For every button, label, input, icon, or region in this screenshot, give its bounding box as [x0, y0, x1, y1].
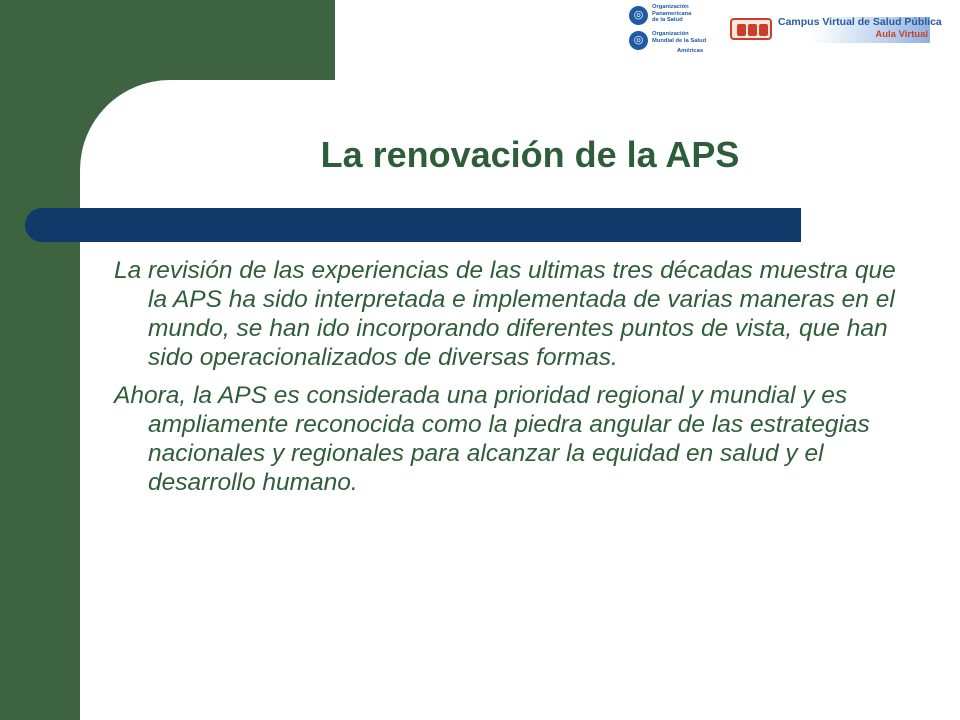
paho-emblem-icon: ◎: [629, 6, 648, 25]
slide-title: La renovación de la APS: [320, 134, 740, 175]
oms-org-name: Organización Mundial de la Salud: [652, 31, 707, 44]
ops-org-name: Organización Panamericana de la Salud: [652, 4, 692, 24]
aula-virtual-label: Aula Virtual: [875, 29, 928, 40]
who-emblem-icon: ◎: [629, 31, 648, 50]
campus-virtual-title: Campus Virtual de Salud Pública: [778, 16, 942, 28]
green-frame-side: [0, 0, 80, 720]
americas-label: Américas: [677, 48, 704, 54]
ops-oms-logo: [629, 3, 719, 59]
open-book-icon: [730, 18, 772, 40]
paragraph-prioridad: Ahora, la APS es considerada una prioridad regional y mundial y es ampliamente reconocida como la piedra angular de las estrategias nacionales y regionales para alcanzar la equidad en salud y el desarrollo humano.: [114, 382, 870, 496]
campus-virtual-logo: [730, 15, 942, 43]
title-underline-bar: [25, 208, 801, 242]
slide-body: [114, 256, 904, 506]
paragraph-revision: La revisión de las experiencias de las ultimas tres décadas muestra que la APS ha sido interpretada e implementada de varias maneras en el mundo, se han ido incorporando diferentes puntos de vista, que han sido operacionalizados de diversas formas.: [114, 257, 896, 371]
